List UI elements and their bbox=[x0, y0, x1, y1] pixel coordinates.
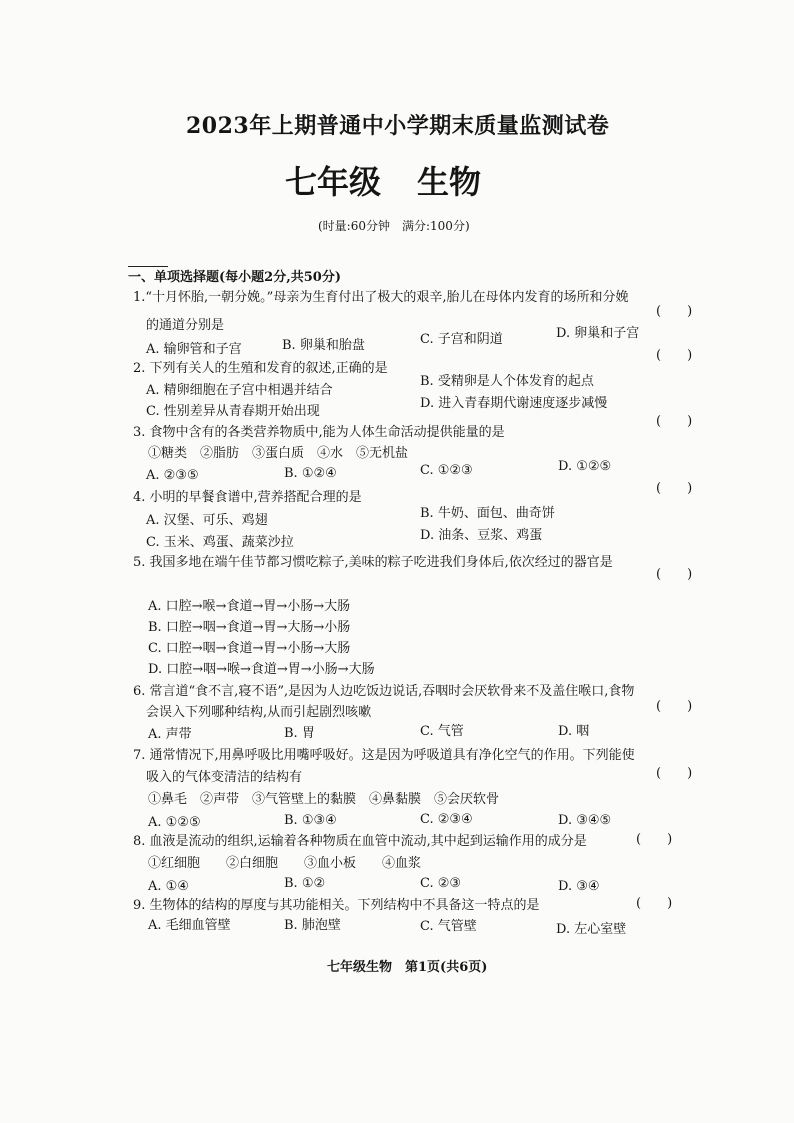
question-4-option-a: A. 汉堡、可乐、鸡翅 bbox=[146, 513, 268, 528]
question-7-option-d: D. ③④⑤ bbox=[558, 813, 612, 828]
question-9-option-a: A. 毛细血管壁 bbox=[148, 918, 231, 933]
question-8-option-b: B. ①② bbox=[284, 876, 326, 891]
question-6-stem-line-2: 会误入下列哪种结构,从而引起剧烈咳嗽 bbox=[146, 705, 372, 720]
question-3-answer-bracket: ( ) bbox=[656, 414, 693, 429]
question-7-stem-line-1: 7. 通常情况下,用鼻呼吸比用嘴呼吸好。这是因为呼吸道具有净化空气的作用。下列能使 bbox=[133, 748, 635, 763]
question-2-answer-bracket: ( ) bbox=[656, 348, 693, 363]
question-5-answer-bracket: ( ) bbox=[656, 567, 693, 582]
page-footer: 七年级生物 第1页(共6页) bbox=[327, 960, 488, 975]
question-1-stem-line-2: 的通道分别是 bbox=[146, 318, 225, 333]
question-8-option-d: D. ③④ bbox=[558, 879, 600, 894]
subject-label: 生物 bbox=[417, 163, 482, 201]
question-2-stem: 2. 下列有关人的生殖和发育的叙述,正确的是 bbox=[133, 361, 388, 376]
question-6-option-a: A. 声带 bbox=[148, 727, 192, 742]
question-6-answer-bracket: ( ) bbox=[656, 699, 693, 714]
question-8-items: ①红细胞 ②白细胞 ③血小板 ④血浆 bbox=[148, 856, 422, 871]
question-3-option-d: D. ①②⑤ bbox=[558, 459, 612, 474]
question-9-option-b: B. 肺泡壁 bbox=[284, 918, 341, 933]
question-5-stem: 5. 我国多地在端午佳节都习惯吃粽子,美味的粽子吃进我们身体后,依次经过的器官是 bbox=[133, 555, 613, 570]
question-4-stem: 4. 小明的早餐食谱中,营养搭配合理的是 bbox=[133, 490, 362, 505]
question-3-items: ①糖类 ②脂肪 ③蛋白质 ④水 ⑤无机盐 bbox=[148, 446, 409, 461]
question-5-option-a: A. 口腔→喉→食道→胃→小肠→大肠 bbox=[148, 599, 351, 614]
question-4-option-d: D. 油条、豆浆、鸡蛋 bbox=[420, 528, 543, 543]
question-8-answer-bracket: ( ) bbox=[636, 832, 673, 847]
question-7-answer-bracket: ( ) bbox=[656, 766, 693, 781]
question-3-option-b: B. ①②④ bbox=[284, 466, 337, 481]
question-4-option-c: C. 玉米、鸡蛋、蔬菜沙拉 bbox=[146, 535, 294, 550]
question-9-option-c: C. 气管壁 bbox=[420, 919, 477, 934]
exam-meta: (时量:60分钟 满分:100分) bbox=[318, 219, 470, 233]
question-2-option-d: D. 进入青春期代谢速度逐步减慢 bbox=[420, 396, 608, 411]
question-6-option-d: D. 咽 bbox=[558, 724, 590, 739]
grade-label: 七年级 bbox=[285, 163, 382, 201]
question-8-stem: 8. 血液是流动的组织,运输着各种物质在血管中流动,其中起到运输作用的成分是 bbox=[133, 834, 587, 849]
question-3-option-a: A. ②③⑤ bbox=[146, 468, 199, 483]
question-8-option-a: A. ①④ bbox=[148, 879, 189, 894]
question-4-option-b: B. 牛奶、面包、曲奇饼 bbox=[420, 506, 555, 521]
question-1-option-c: C. 子宫和阴道 bbox=[420, 332, 503, 347]
question-3-stem: 3. 食物中含有的各类营养物质中,能为人体生命活动提供能量的是 bbox=[133, 425, 505, 440]
question-1-option-a: A. 输卵管和子宫 bbox=[146, 342, 242, 357]
question-6-stem-line-1: 6. 常言道“食不言,寝不语”,是因为人边吃饭边说话,吞咽时会厌软骨来不及盖住喉口,食物 bbox=[133, 684, 635, 699]
question-2-option-b: B. 受精卵是人个体发育的起点 bbox=[420, 374, 594, 389]
heading-rule bbox=[128, 266, 168, 267]
question-9-stem: 9. 生物体的结构的厚度与其功能相关。下列结构中不具备这一特点的是 bbox=[133, 898, 540, 913]
question-6-option-c: C. 气管 bbox=[420, 724, 464, 739]
question-5-option-c: C. 口腔→咽→食道→胃→小肠→大肠 bbox=[148, 641, 351, 656]
question-7-option-c: C. ②③④ bbox=[420, 812, 473, 827]
question-7-items: ①鼻毛 ②声带 ③气管壁上的黏膜 ④鼻黏膜 ⑤会厌软骨 bbox=[148, 792, 500, 807]
question-1-option-b: B. 卵巢和胎盘 bbox=[282, 338, 365, 353]
question-9-option-d: D. 左心室壁 bbox=[556, 922, 627, 937]
question-7-option-b: B. ①③④ bbox=[284, 813, 337, 828]
question-9-answer-bracket: ( ) bbox=[636, 896, 673, 911]
question-3-option-c: C. ①②③ bbox=[420, 463, 473, 478]
question-1-answer-bracket: ( ) bbox=[656, 304, 693, 319]
question-1-stem-line-1: 1.“十月怀胎,一朝分娩。”母亲为生育付出了极大的艰辛,胎儿在母体内发育的场所和分娩 bbox=[133, 290, 629, 305]
question-1-option-d: D. 卵巢和子宫 bbox=[556, 326, 640, 341]
question-2-option-a: A. 精卵细胞在子宫中相遇并结合 bbox=[146, 383, 333, 398]
section-heading: 一、单项选择题(每小题2分,共50分) bbox=[128, 270, 341, 285]
question-2-option-c: C. 性别差异从青春期开始出现 bbox=[146, 404, 320, 419]
question-6-option-b: B. 胃 bbox=[284, 726, 315, 741]
question-8-option-c: C. ②③ bbox=[420, 876, 462, 891]
question-5-option-b: B. 口腔→咽→食道→胃→大肠→小肠 bbox=[148, 620, 351, 635]
exam-title: 2023年上期普通中小学期末质量监测试卷 bbox=[186, 113, 610, 139]
question-5-option-d: D. 口腔→咽→喉→食道→胃→小肠→大肠 bbox=[148, 662, 375, 677]
question-4-answer-bracket: ( ) bbox=[656, 481, 693, 496]
question-7-option-a: A. ①②⑤ bbox=[148, 815, 201, 830]
question-7-stem-line-2: 吸入的气体变清洁的结构有 bbox=[146, 770, 303, 785]
